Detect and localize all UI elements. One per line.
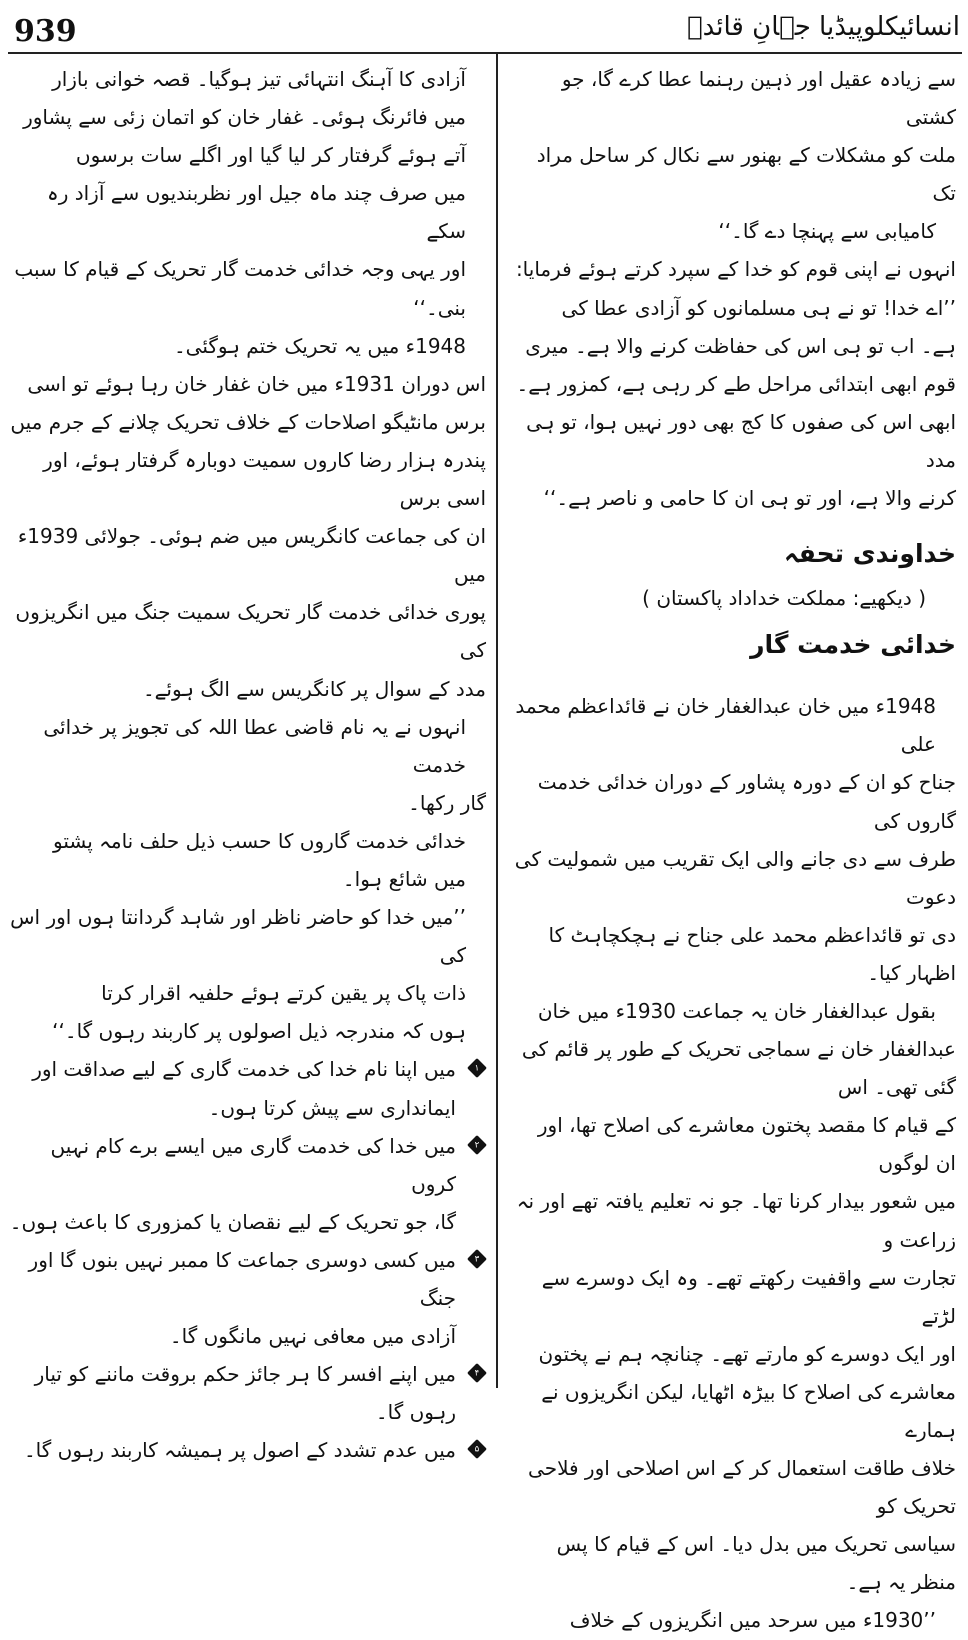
prayer-paragraph [512,250,956,517]
paragraph-pledge-intro [6,822,486,898]
text-line: کرنے والا ہے، اور تو ہی ان کا حامی و ناصر ہے۔‘‘ [543,486,956,511]
numbered-diamond-icon: ۳ [467,1249,487,1269]
text-line: سے زیادہ عقیل اور ذہین رہنما عطا کرے گا، جو کشتی [561,67,956,130]
text-line: 1948ء میں خان عبدالغفار خان نے قائداعظم محمد علی [515,694,936,757]
text-line: کے قیام کا مقصد پختون معاشرے کی اصلاح تھا، اور ان لوگوں [537,1113,956,1176]
text-line: ہے۔ اب تو ہی اس کی حفاظت کرنے والا ہے۔ میری [525,333,956,358]
text-line: جناح کو ان کے دورہ پشاور کے دوران خدائی خدمت گاروں کی [537,770,956,833]
text-line: بنی۔‘‘ [413,295,466,320]
text-line: 1948ء میں یہ تحریک ختم ہوگئی۔ [173,333,466,358]
text-line: ایمانداری سے پیش کرتا ہوں۔ [208,1095,456,1120]
text-line: آزادی میں معافی نہیں مانگوں گا۔ [169,1324,456,1349]
list-item [6,1050,486,1126]
numbered-diamond-icon: ۴ [467,1363,487,1383]
paragraph-1930 [512,992,956,1640]
text-line: سیاسی تحریک میں بدل دیا۔ اس کے قیام کا پس منظر یہ ہے۔ [556,1532,956,1595]
right-column [512,60,956,1640]
text-line: اور یہی وجہ خدائی خدمت گار تحریک کے قیام کا سبب [14,257,466,282]
paragraph-name-origin [6,708,486,822]
numbered-diamond-icon: ۲ [467,1135,487,1155]
text-line: اور ایک دوسرے کو مارتے تھے۔ چنانچہ ہم نے پختون [538,1341,956,1366]
paragraph-1931 [6,365,486,708]
section-heading-khudawandi-tohfa: خداوندی تحفہ [783,539,956,569]
text-line: تجارت سے واقفیت رکھتے تھے۔ وہ ایک دوسرے سے لڑتے [541,1265,956,1328]
text-line: ان کی جماعت کانگریس میں ضم ہوئی۔ جولائی 1939ء میں [17,524,486,587]
text-line: ’’1930ء میں سرحد میں انگریزوں کے خلاف [569,1608,936,1633]
paragraph-1948 [512,687,956,992]
text-line: آزادی کا آہنگ انتہائی تیز ہوگیا۔ قصہ خوانی بازار [52,67,466,91]
header-rule [8,52,962,54]
page-number: 939 [14,14,77,49]
text-line: میں شائع ہوا۔ [342,866,466,891]
text-line: میں اپنا نام خدا کی خدمت گاری کے لیے صداقت اور [32,1057,456,1082]
text-line: ذات پاک پر یقین کرتے ہوئے حلفیہ اقرار کرتا [101,981,466,1006]
text-line: ہوں کہ مندرجہ ذیل اصولوں پر کاربند رہوں گا۔‘‘ [52,1019,466,1044]
text-line: خدائی خدمت گاروں کا حسب ذیل حلف نامہ پشتو [53,828,466,853]
pledge-list [6,1050,486,1469]
quote-ending [512,60,956,250]
list-item [6,1241,486,1355]
text-line: ملت کو مشکلات کے بھنور سے نکال کر ساحل مراد تک [536,143,956,206]
text-line: میں شعور بیدار کرنا تھا۔ جو نہ تعلیم یافتہ تھے اور نہ زراعت و [516,1189,956,1252]
text-line: میں اپنے افسر کا ہر جائز حکم بروقت ماننے کو تیار رہوں گا۔ [34,1362,456,1425]
list-item [6,1431,486,1469]
text-line: گا، جو تحریک کے لیے نقصان یا کمزوری کا باعث ہوں۔ [9,1209,456,1234]
text-line: میں صرف چند ماہ جیل اور نظربندیوں سے آزاد رہ سکے [46,181,466,244]
text-line: اس دوران 1931ء میں خان غفار خان رہا ہوئے تو اسی [27,371,486,396]
text-line: میں عدم تشدد کے اصول پر ہمیشہ کاربند رہوں گا۔ [23,1438,456,1463]
pledge-oath [6,898,486,1050]
text-line: معاشرے کی اصلاح کا بیڑہ اٹھایا، لیکن انگریزوں نے ہمارے [541,1379,956,1442]
text-line: پندرہ ہزار رضا کاروں سمیت دوبارہ گرفتار ہوئے، اور اسی برس [43,447,486,511]
text-line: دی تو قائداعظم محمد علی جناح نے ہچکچاہٹ کا اظہار کیا۔ [548,922,956,985]
text-line: میں خدا کی خدمت گاری میں ایسے برے کام نہیں کروں [50,1133,456,1196]
text-line: برس مانٹیگو اصلاحات کے خلاف تحریک چلانے کے جرم میں [10,409,486,434]
text-line: انہوں نے اپنی قوم کو خدا کے سپرد کرتے ہوئے فرمایا: [515,257,956,282]
page-header [0,0,968,50]
running-title: انسائیکلوپیڈیا جہانِ قائدؒ [687,12,960,42]
text-line: کامیابی سے پہنچا دے گا۔‘‘ [718,219,936,244]
text-line: میں فائرنگ ہوئی۔ غفار خان کو اتمان زئی سے پشاور [23,105,466,130]
text-line: ’’میں خدا کو حاضر ناظر اور شاہد گردانتا ہوں اور اس کی [10,905,466,968]
text-line: عبدالغفار خان نے سماجی تحریک کے طور پر قائم کی گئی تھی۔ اس [521,1037,956,1100]
text-line: ابھی اس کی صفوں کا کج بھی دور نہیں ہوا، تو ہی مدد [526,409,956,472]
text-line: آتے ہوئے گرفتار کر لیا گیا اور اگلے سات برسوں [75,143,466,168]
list-item [6,1127,486,1241]
text-line: مدد کے سوال پر کانگریس سے الگ ہوئے۔ [142,676,486,701]
cross-reference: ( دیکھیے: مملکت خداداد پاکستان ) [642,586,926,611]
numbered-diamond-icon: ۱ [467,1059,487,1079]
text-line: گار رکھا۔ [408,790,486,815]
numbered-diamond-icon: ۵ [467,1439,487,1459]
column-divider [496,54,498,1388]
list-item [6,1355,486,1431]
section-heading-khudai-khidmatgar: خدائی خدمت گار [750,630,956,660]
paragraph-continuation [6,60,486,327]
text-line: انہوں نے یہ نام قاضی عطا اللہ کی تجویز پر خدائی خدمت [43,714,466,777]
text-line: خلاف طاقت استعمال کر کے اس اصلاحی اور فلاحی تحریک کو [528,1456,956,1519]
text-line: طرف سے دی جانے والی ایک تقریب میں شمولیت کی دعوت [514,846,956,909]
text-line: ’’اے خدا! تو نے ہی مسلمانوں کو آزادی عطا کی [561,295,956,320]
text-line: پوری خدائی خدمت گار تحریک سمیت جنگ میں انگریزوں کی [15,600,486,663]
left-column [6,60,486,1469]
text-line: قوم ابھی ابتدائی مراحل طے کر رہی ہے، کمزور ہے۔ [516,371,956,396]
text-line: میں کسی دوسری جماعت کا ممبر نہیں بنوں گا اور جنگ [28,1247,456,1310]
text-line: بقول عبدالغفار خان یہ جماعت 1930ء میں خان [537,998,936,1023]
